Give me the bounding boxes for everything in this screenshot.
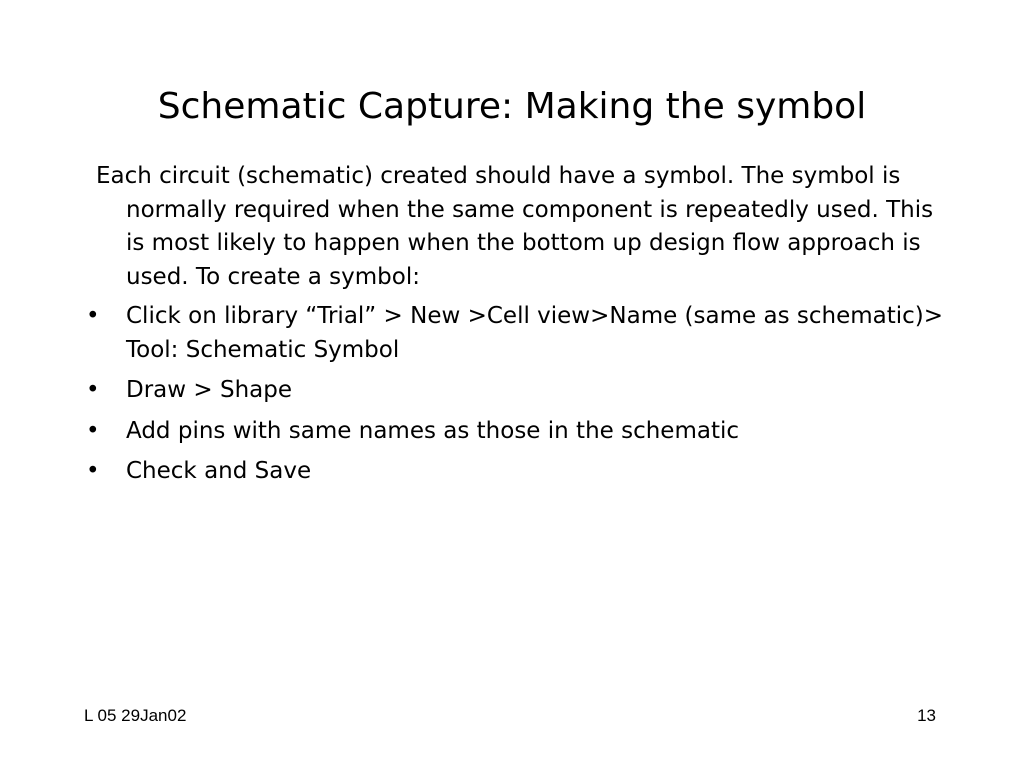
footer-lecture-date: L 05 29Jan02 [84, 706, 187, 725]
bullet-text: Draw > Shape [126, 377, 292, 403]
slide-body [84, 160, 944, 496]
bullet-glyph: • [86, 303, 100, 329]
bullet-text: Add pins with same names as those in the schematic [126, 417, 740, 444]
footer-page-number: 13 [917, 706, 936, 725]
intro-paragraph: Each circuit (schematic) created should have a symbol. The symbol is normally required when the same component is repeatedly used. This is most likely to happen when the bottom up design flow approach is used. To create a symbol: [96, 163, 934, 290]
bullet-list [84, 300, 944, 489]
slide-title: Schematic Capture: Making the symbol [157, 86, 867, 127]
bullet-item [84, 300, 944, 367]
bullet-item [84, 415, 944, 449]
bullet-glyph: • [86, 417, 100, 444]
bullet-glyph: • [86, 458, 100, 484]
bullet-glyph: • [86, 377, 100, 403]
bullet-text: Click on library “Trial” > New >Cell view>Name (same as schematic)> Tool: Schematic Symbol [126, 303, 944, 363]
bullet-item [84, 455, 944, 489]
bullet-text: Check and Save [126, 458, 312, 484]
bullet-item [84, 374, 944, 408]
